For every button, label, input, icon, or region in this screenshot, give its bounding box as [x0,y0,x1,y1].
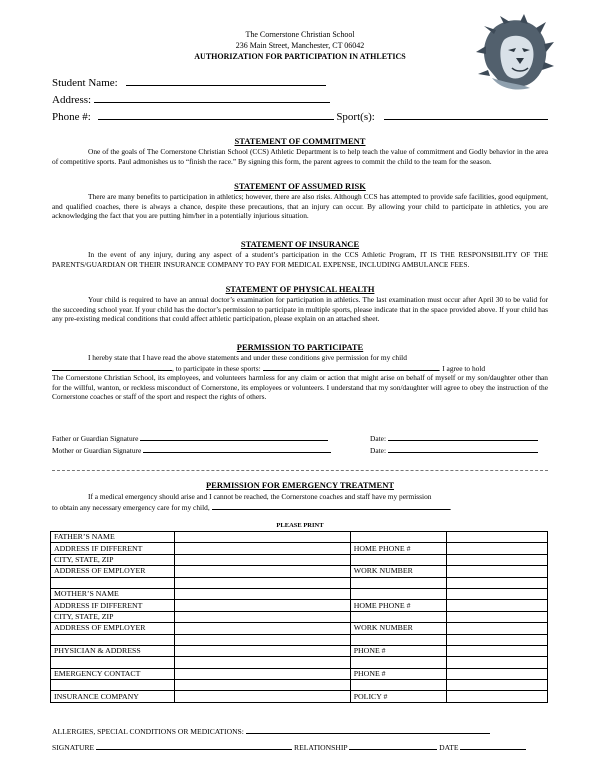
insurance-text: In the event of any injury, during any aspect of a student’s participation in the CCS Athletic Program, IT IS THE RESPONSIBILITY OF THE PARENTS/GUARDIAN OR THEIR INSURANCE COMPANY TO PAY FOR MEDICAL EXPENSE, INCLUDING AMBULANCE FEES. [52,250,548,269]
mother-date-row: Date: [370,445,538,456]
table-row [51,657,548,668]
table-label-cell: ADDRESS IF DIFFERENT [51,600,175,611]
emergency-text: If a medical emergency should arise and I cannot be reached, the Cornerstone coaches and staff have my permission to obtain any necessary emergency care for my child, . [52,492,452,512]
table-input-cell[interactable] [447,543,548,554]
allergies-input[interactable] [246,726,490,734]
table-row [51,634,548,645]
table-input-cell[interactable] [447,623,548,634]
table-row [51,554,548,565]
participate-sports-input[interactable] [263,363,439,371]
table-input-cell[interactable] [447,680,548,691]
table-input-cell[interactable] [175,577,350,588]
table-label-cell: FATHER’S NAME [51,532,175,543]
table-input-cell[interactable] [447,611,548,622]
father-signature-row: Father or Guardian Signature [52,433,328,444]
health-title: STATEMENT OF PHYSICAL HEALTH [225,284,375,294]
table-row [51,543,548,554]
phone-field [52,110,548,124]
school-name: The Cornerstone Christian School [245,30,355,39]
address-field [52,93,330,107]
table-label-cell: POLICY # [350,691,446,702]
table-row [51,668,548,679]
table-input-cell[interactable] [447,577,548,588]
commitment-title: STATEMENT OF COMMITMENT [234,136,366,146]
table-input-cell[interactable] [175,588,350,599]
father-date-row: Date: [370,433,538,444]
table-input-cell[interactable] [350,577,446,588]
lion-logo [474,14,556,96]
table-input-cell[interactable] [51,680,175,691]
emergency-title: PERMISSION FOR EMERGENCY TREATMENT [205,480,395,490]
table-label-cell: CITY, STATE, ZIP [51,554,175,565]
table-input-cell[interactable] [175,668,350,679]
footer-signature-input[interactable] [96,742,292,750]
table-input-cell[interactable] [175,691,350,702]
table-label-cell: INSURANCE COMPANY [51,691,175,702]
table-input-cell[interactable] [350,588,446,599]
table-label-cell: PHONE # [350,645,446,656]
table-input-cell[interactable] [447,657,548,668]
table-label-cell: PHONE # [350,668,446,679]
sports-label: Sport(s): [336,111,375,123]
table-label-cell: EMERGENCY CONTACT [51,668,175,679]
table-row [51,600,548,611]
table-input-cell[interactable] [350,634,446,645]
form-title: AUTHORIZATION FOR PARTICIPATION IN ATHLETICS [194,52,406,61]
table-input-cell[interactable] [175,657,350,668]
table-input-cell[interactable] [350,611,446,622]
allergies-row: ALLERGIES, SPECIAL CONDITIONS OR MEDICATIONS: [52,726,490,737]
participate-title: PERMISSION TO PARTICIPATE [236,342,364,352]
footer-signature-row: SIGNATURE RELATIONSHIP DATE [52,742,526,753]
mother-signature-row: Mother or Guardian Signature [52,445,331,456]
student-name-input[interactable] [126,76,326,86]
table-input-cell[interactable] [447,588,548,599]
table-input-cell[interactable] [350,532,446,543]
table-input-cell[interactable] [447,600,548,611]
father-signature-input[interactable] [140,433,328,441]
table-row [51,532,548,543]
address-input[interactable] [94,93,330,103]
table-input-cell[interactable] [175,634,350,645]
table-label-cell: ADDRESS OF EMPLOYER [51,623,175,634]
table-row [51,680,548,691]
table-label-cell: HOME PHONE # [350,543,446,554]
table-input-cell[interactable] [175,543,350,554]
table-input-cell[interactable] [175,566,350,577]
table-label-cell: CITY, STATE, ZIP [51,611,175,622]
table-row [51,588,548,599]
table-label-cell: HOME PHONE # [350,600,446,611]
table-input-cell[interactable] [447,634,548,645]
table-input-cell[interactable] [175,680,350,691]
table-input-cell[interactable] [350,554,446,565]
table-input-cell[interactable] [447,668,548,679]
table-row [51,566,548,577]
risk-title: STATEMENT OF ASSUMED RISK [234,181,366,191]
commitment-text: One of the goals of The Cornerstone Christian School (CCS) Athletic Department is to help teach the value of commitment and Godly behavior in the area of competitive sports. Paul admonishes us to “finish the race.” By signing this form, the parent agrees to commit the child to the team for the season. [52,147,548,166]
relationship-input[interactable] [349,742,437,750]
table-input-cell[interactable] [350,680,446,691]
table-input-cell[interactable] [175,645,350,656]
phone-input[interactable] [98,110,334,120]
table-input-cell[interactable] [175,532,350,543]
table-row [51,645,548,656]
table-label-cell: PHYSICIAN & ADDRESS [51,645,175,656]
table-input-cell[interactable] [350,657,446,668]
table-row [51,577,548,588]
mother-signature-input[interactable] [143,445,331,453]
table-input-cell[interactable] [175,554,350,565]
mother-date-input[interactable] [388,445,538,453]
participate-text: I hereby state that I have read the above statements and under these conditions give permission for my child , to participate in these sports: . I agree to hold The Cornerstone Christian School, its employees, and volunteers harmless for any claim or action that might arise on behalf of myself or my son/daughter other than for the willful, wanton, or reckless misconduct of Cornerstone, its employees or volunteers. I understand that my son/daughter will agree to obey the instruction of the Cornerstone coaches or staff of the sport and respect the rights of others. [52,353,548,402]
table-label-cell: MOTHER’S NAME [51,588,175,599]
health-text: Your child is required to have an annual doctor’s examination for participation in athletics. The last examination must occur after April 30 to be valid for the succeeding school year. If your child has the doctor’s permission to participate in multiple sports, please indicate that in the space provided above. If your child has any pre-existing medical conditions that could affect athletic participation, please explain on an attached sheet. [52,295,548,324]
table-input-cell[interactable] [447,566,548,577]
please-print: PLEASE PRINT [276,522,324,529]
phone-label: Phone #: [52,111,91,123]
table-input-cell[interactable] [447,645,548,656]
table-label-cell: ADDRESS IF DIFFERENT [51,543,175,554]
table-label-cell: ADDRESS OF EMPLOYER [51,566,175,577]
footer-date-input[interactable] [460,742,526,750]
risk-text: There are many benefits to participation in athletics; however, there are also risks. Although CCS has attempted to provide safe facilities, good equipment, and qualified coaches, there is always a chance, despite these precautions, that an injury can occur. By allowing your child to participate in athletics, you are acknowledging the fact that you are putting him/her in a potentially injurious situation. [52,192,548,221]
sports-input[interactable] [384,110,548,120]
table-row [51,623,548,634]
table-input-cell[interactable] [51,634,175,645]
table-label-cell: WORK NUMBER [350,566,446,577]
emergency-child-input[interactable] [212,502,450,510]
address-label: Address: [52,94,92,106]
student-name-field [52,76,326,90]
school-address: 236 Main Street, Manchester, CT 06042 [235,41,365,50]
table-input-cell[interactable] [51,657,175,668]
table-input-cell[interactable] [175,623,350,634]
cut-line [52,470,548,471]
table-input-cell[interactable] [51,577,175,588]
table-input-cell[interactable] [447,691,548,702]
table-input-cell[interactable] [175,600,350,611]
student-name-label: Student Name: [52,77,118,89]
table-input-cell[interactable] [447,532,548,543]
insurance-title: STATEMENT OF INSURANCE [240,239,360,249]
table-input-cell[interactable] [175,611,350,622]
table-row [51,691,548,702]
info-table [50,531,548,703]
father-date-input[interactable] [388,433,538,441]
table-row [51,611,548,622]
child-name-input[interactable] [52,363,172,371]
table-label-cell: WORK NUMBER [350,623,446,634]
table-input-cell[interactable] [447,554,548,565]
